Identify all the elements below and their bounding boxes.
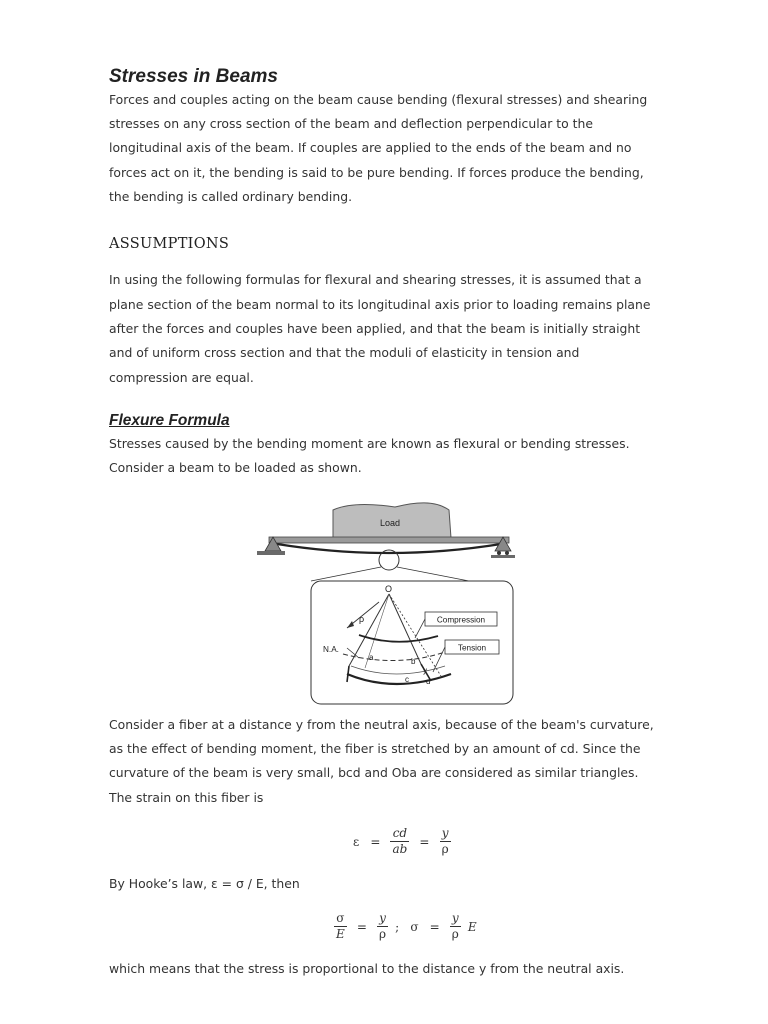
assumptions-line: and of uniform cross section and that the moduli of elasticity in tension and [109,345,580,360]
y-label: y [423,666,427,675]
point-b-label: b [411,657,416,666]
fiber-line: curvature of the beam is very small, bcd and Oba are considered as similar triangles. [109,765,639,780]
eq2-f3-den: ρ [451,927,459,941]
eq2-separator: ; [395,919,400,934]
assumptions-line: In using the following formulas for flexural and shearing stresses, it is assumed that a [109,272,642,287]
eq2-f3-num: y [450,911,461,927]
fiber-line: as the effect of bending moment, the fiber is stretched by an amount of cd. Since the [109,741,641,756]
flexure-heading: Flexure Formula [109,412,230,429]
compression-label: Compression [436,615,486,625]
eq2-fraction [334,911,347,942]
eq2-equals: = [429,919,440,934]
beam-bending-figure [255,498,520,708]
eq1-equals: = [419,834,430,849]
eq1-lhs: ε [353,834,360,849]
final-line: which means that the stress is proportional to the distance y from the neutral axis. [109,961,625,976]
stress-equation [332,911,480,942]
origin-label: O [385,584,393,594]
rho-label: ρ [359,614,365,624]
hooke-line: By Hooke’s law, ε = σ / E, then [109,876,300,891]
eq2-f1-num: σ [334,911,347,927]
eq1-f1-den: ab [392,842,408,856]
eq1-fraction [390,826,409,857]
left-ground [257,551,285,555]
assumptions-heading: ASSUMPTIONS [109,236,230,252]
beam [269,537,509,543]
right-ground [491,555,515,558]
fiber-line: Consider a fiber at a distance y from the neutral axis, because of the beam's curvature, [109,717,654,732]
eq2-f1-den: E [336,927,345,941]
strain-equation [350,826,453,857]
eq2-fraction [377,911,388,942]
intro-line: the bending is called ordinary bending. [109,189,353,204]
point-c-label: c [405,675,409,684]
eq2-tail: E [467,919,477,934]
assumptions-line: compression are equal. [109,370,254,385]
eq1-f2-den: ρ [441,842,449,856]
flexure-line: Consider a beam to be loaded as shown. [109,460,362,475]
intro-line: stresses on any cross section of the beam and deflection perpendicular to the [109,116,593,131]
intro-line: forces act on it, the bending is said to be pure bending. If forces produce the bending, [109,165,644,180]
deflected-beam [277,544,501,553]
na-label: N.A. [323,645,339,654]
zoom-line [311,567,381,581]
fiber-line: The strain on this fiber is [109,790,264,805]
eq2-fraction [450,911,461,942]
zoom-line [397,567,469,581]
point-a-label: a [369,653,374,662]
roller [505,551,509,555]
eq1-fraction [440,826,451,857]
intro-line: longitudinal axis of the beam. If couples are applied to the ends of the beam and no [109,140,632,155]
roller [497,551,501,555]
assumptions-line: plane section of the beam normal to its longitudinal axis prior to loading remains plane [109,297,651,312]
eq1-f1-num: cd [390,826,409,842]
tension-label: Tension [457,643,487,653]
eq2-lhs2: σ [410,919,419,934]
eq2-equals: = [356,919,367,934]
page-title: Stresses in Beams [109,66,278,87]
point-d-label: d [426,677,431,686]
assumptions-line: after the forces and couples have been applied, and that the beam is initially straight [109,321,641,336]
intro-line: Forces and couples acting on the beam cause bending (flexural stresses) and shearing [109,92,648,107]
eq2-f2-den: ρ [379,927,387,941]
eq1-equals: = [370,834,381,849]
eq1-f2-num: y [440,826,451,842]
flexure-line: Stresses caused by the bending moment are known as flexural or bending stresses. [109,436,630,451]
eq2-f2-num: y [377,911,388,927]
load-label: Load [379,518,401,528]
